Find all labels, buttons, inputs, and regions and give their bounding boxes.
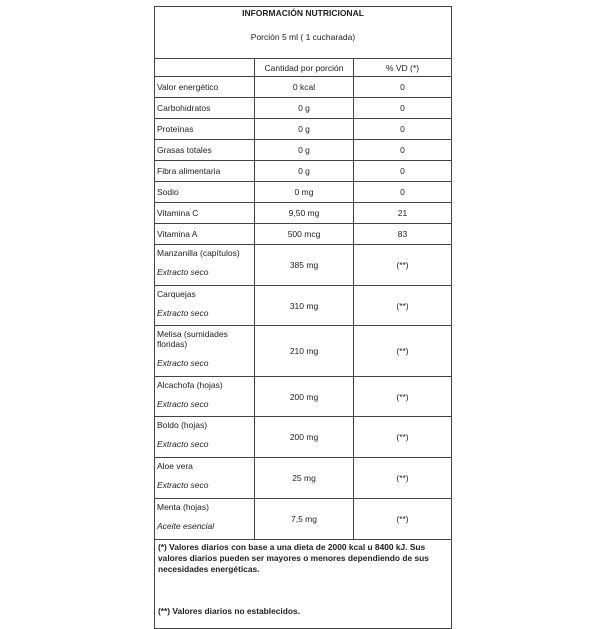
nutrient-name: Vitamina C [155,203,255,224]
extract-name: Menta (hojas) [157,502,209,512]
extract-type: Extracto seco [157,358,209,368]
extract-vd: (**) [354,326,452,377]
extract-type: Aceite esencial [157,521,215,531]
nutrient-name: Sodio [155,182,255,203]
table-row [155,245,452,286]
table-row [155,286,452,326]
extract-amount: 200 mg [255,377,354,417]
extract-type: Extracto seco [157,439,209,449]
extract-vd: (**) [354,377,452,417]
table-row [155,417,452,458]
extract-amount: 7,5 mg [255,499,354,540]
extract-vd: (**) [354,286,452,326]
table-title: INFORMACIÓN NUTRICIONAL [155,7,452,23]
table-row [155,377,452,417]
extract-vd: (**) [354,417,452,458]
table-row [155,140,452,161]
nutrient-name: Fibra alimentaria [155,161,255,182]
nutrient-vd: 0 [354,182,452,203]
nutrient-vd: 0 [354,77,452,98]
extract-name: Alcachofa (hojas) [157,380,223,390]
nutrient-amount: 0 mg [255,182,354,203]
nutrient-amount: 500 mcg [255,224,354,245]
extract-type: Extracto seco [157,267,209,277]
extract-name: Carquejas [157,289,196,299]
extract-name: Manzanilla (capítulos) [157,248,240,258]
nutrient-amount: 0 g [255,119,354,140]
table-row [155,224,452,245]
nutrient-vd: 0 [354,98,452,119]
nutrient-amount: 9,50 mg [255,203,354,224]
nutrient-name: Proteínas [155,119,255,140]
nutrient-amount: 0 g [255,98,354,119]
extract-cell [155,377,255,417]
table-row [155,326,452,377]
extract-cell [155,326,255,377]
nutrient-name: Carbohidratos [155,98,255,119]
extract-vd: (**) [354,458,452,499]
header-vd: % VD (*) [354,59,452,77]
table-row [155,182,452,203]
nutrient-vd: 0 [354,140,452,161]
extract-amount: 310 mg [255,286,354,326]
extract-type: Extracto seco [157,308,209,318]
nutrient-vd: 0 [354,161,452,182]
table-row [155,499,452,540]
extract-cell [155,417,255,458]
footnote-not-established: (**) Valores diarios no establecidos. [155,604,452,629]
nutrition-facts-panel [154,6,452,629]
extract-amount: 25 mg [255,458,354,499]
nutrient-name: Valor energético [155,77,255,98]
extract-amount: 210 mg [255,326,354,377]
nutrition-table [154,6,452,629]
table-row [155,458,452,499]
table-row [155,77,452,98]
extract-vd: (**) [354,499,452,540]
nutrient-amount: 0 kcal [255,77,354,98]
header-amount: Cantidad por porción [255,59,354,77]
footnote-daily-values: (*) Valores diarios con base a una dieta de 2000 kcal u 8400 kJ. Sus valores diarios pueden ser mayores o menores dependiendo de sus necesidades energéticas. [155,540,452,605]
table-row [155,119,452,140]
nutrient-amount: 0 g [255,140,354,161]
extract-cell [155,245,255,286]
table-row [155,98,452,119]
extract-amount: 385 mg [255,245,354,286]
extract-type: Extracto seco [157,480,209,490]
extract-name: Melisa (sumidades floridas) [157,329,228,349]
nutrient-vd: 21 [354,203,452,224]
header-blank [155,59,255,77]
nutrient-vd: 0 [354,119,452,140]
extract-cell [155,458,255,499]
nutrient-vd: 83 [354,224,452,245]
extract-vd: (**) [354,245,452,286]
nutrient-name: Grasas totales [155,140,255,161]
table-row [155,161,452,182]
extract-name: Boldo (hojas) [157,420,208,430]
nutrient-amount: 0 g [255,161,354,182]
extract-type: Extracto seco [157,399,209,409]
extract-name: Aloe vera [157,461,193,471]
extract-amount: 200 mg [255,417,354,458]
portion-size: Porción 5 ml ( 1 cucharada) [155,22,452,59]
table-row [155,203,452,224]
nutrient-name: Vitamina A [155,224,255,245]
extract-cell [155,286,255,326]
extract-cell [155,499,255,540]
